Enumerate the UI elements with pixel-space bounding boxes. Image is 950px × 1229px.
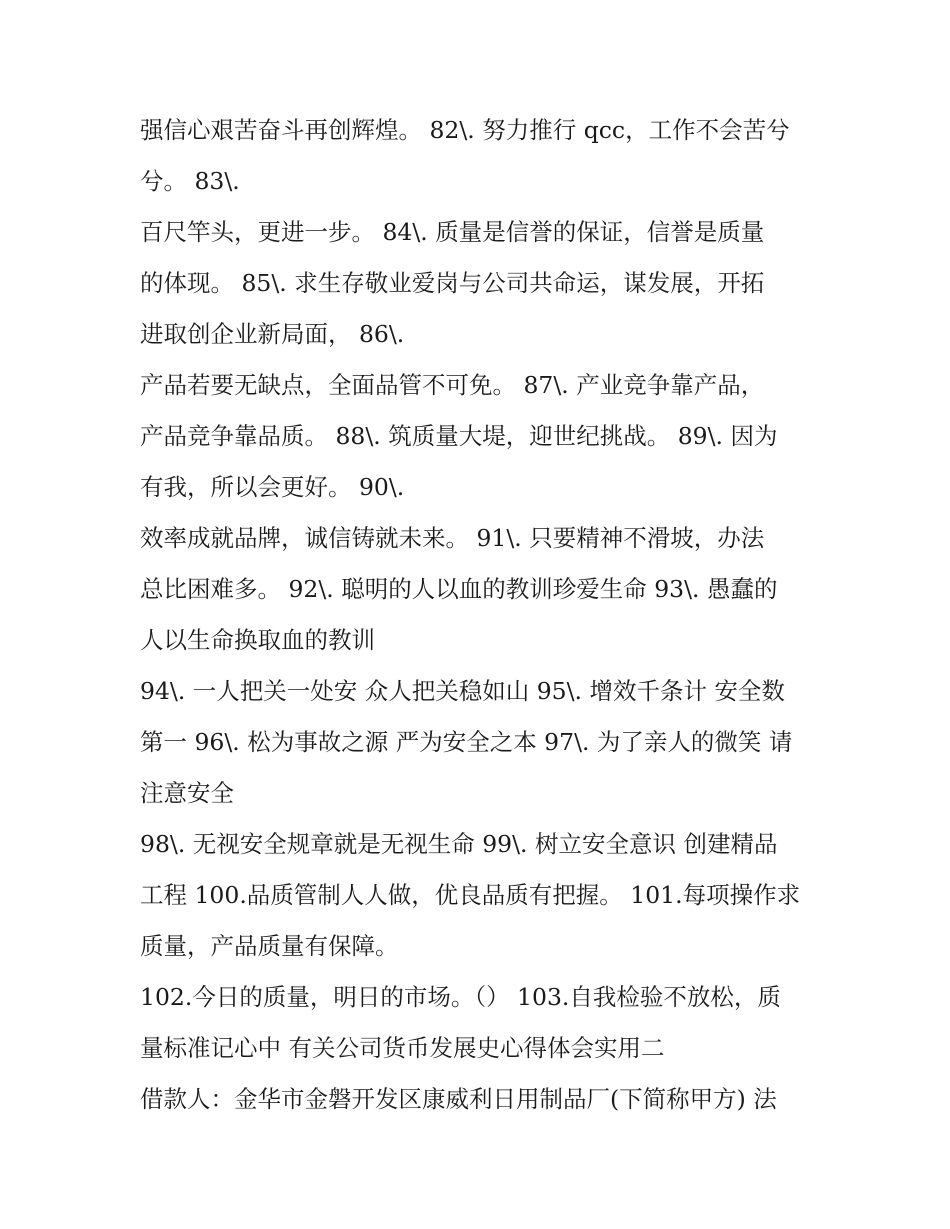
document-body xyxy=(140,108,830,1128)
text-line: 量标准记心中 有关公司货币发展史心得体会实用二 xyxy=(140,1034,665,1062)
text-line: 的体现。 85\. 求生存敬业爱岗与公司共命运，谋发展，开拓 xyxy=(140,269,765,297)
text-line: 第一 96\. 松为事故之源 严为安全之本 97\. 为了亲人的微笑 请 xyxy=(140,728,793,756)
text-line: 102.今日的质量，明日的市场。（） 103.自我检验不放松，质 xyxy=(140,983,781,1011)
text-line: 兮。 83\. xyxy=(140,167,240,195)
text-line: 总比困难多。 92\. 聪明的人以血的教训珍爱生命 93\. 愚蠢的 xyxy=(140,575,778,603)
text-line: 注意安全 xyxy=(140,779,234,807)
text-line: 借款人：金华市金磐开发区康威利日用制品厂(下简称甲方) 法 xyxy=(140,1085,777,1113)
text-line: 98\. 无视安全规章就是无视生命 99\. 树立安全意识 创建精品 xyxy=(140,830,778,858)
text-line: 质量，产品质量有保障。 xyxy=(140,932,399,960)
text-line: 人以生命换取血的教训 xyxy=(140,626,375,654)
text-line: 产品竞争靠品质。 88\. 筑质量大堤，迎世纪挑战。 89\. 因为 xyxy=(140,422,778,450)
text-line: 有我，所以会更好。 90\. xyxy=(140,473,405,501)
text-line: 百尺竿头，更进一步。 84\. 质量是信誉的保证，信誉是质量 xyxy=(140,218,765,246)
text-line: 效率成就品牌，诚信铸就未来。 91\. 只要精神不滑坡，办法 xyxy=(140,524,765,552)
text-line: 工程 100.品质管制人人做，优良品质有把握。 101.每项操作求 xyxy=(140,881,801,909)
text-line: 进取创企业新局面， 86\. xyxy=(140,320,405,348)
text-line: 强信心艰苦奋斗再创辉煌。 82\. 努力推行 qcc，工作不会苦兮 xyxy=(140,116,790,144)
text-line: 产品若要无缺点，全面品管不可免。 87\. 产业竞争靠产品， xyxy=(140,371,765,399)
text-line: 94\. 一人把关一处安 众人把关稳如山 95\. 增效千条计 安全数 xyxy=(140,677,785,705)
